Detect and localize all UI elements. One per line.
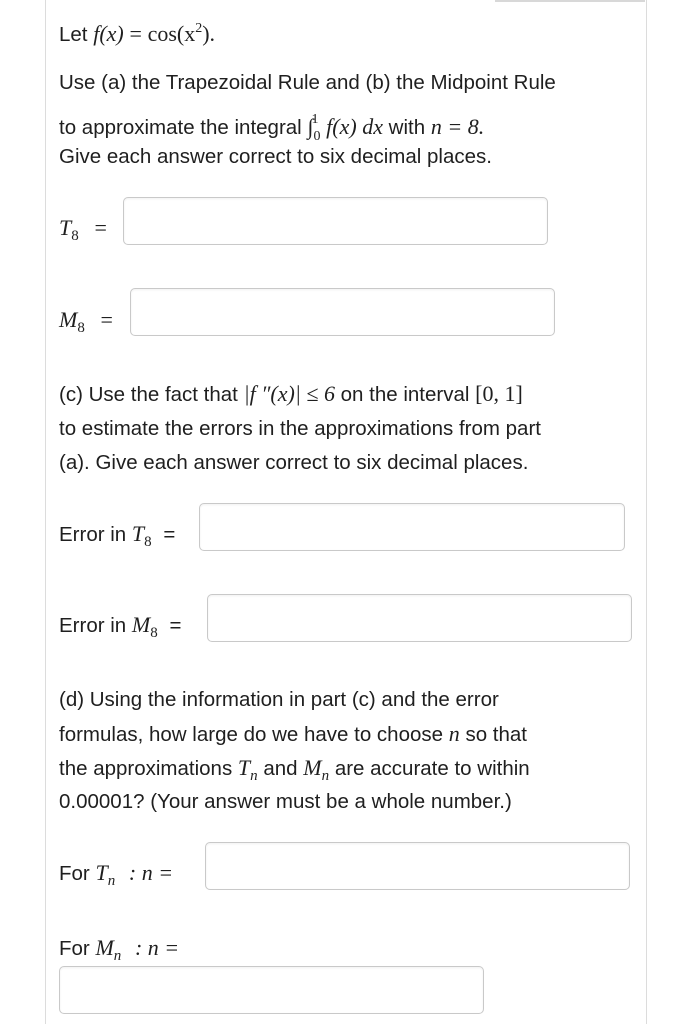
part-c-line-1-text: (c) Use the fact that <box>59 383 238 406</box>
second-derivative-bound: |f ″(x)| ≤ 6 <box>243 381 335 406</box>
for-t-text: For <box>59 862 90 885</box>
accurate-text: are accurate to within <box>334 757 530 780</box>
mid-label <box>59 305 113 343</box>
for-m-answer-input[interactable] <box>59 966 484 1014</box>
integral-sign: ∫ <box>307 114 314 139</box>
part-d-line-3-text: the approximations <box>59 757 233 780</box>
error-m-subscript: 8 <box>150 625 158 641</box>
integrand: f(x) dx <box>326 114 383 139</box>
for-t-answer-input[interactable] <box>205 842 630 890</box>
question-line-1: Use (a) the Trapezoidal Rule and (b) the Midpoint Rule <box>59 71 556 94</box>
trap-symbol: T <box>59 215 72 240</box>
mid-equals: = <box>100 307 113 332</box>
for-m-symbol: M <box>95 935 114 960</box>
exponent: 2 <box>195 21 203 36</box>
for-t-label <box>59 858 173 896</box>
error-t-label <box>59 519 175 557</box>
trap-equals: = <box>94 215 107 240</box>
error-t-subscript: 8 <box>144 534 152 550</box>
for-t-n-equals: : n = <box>128 860 174 885</box>
with-label: with <box>388 116 426 139</box>
error-t-equals: = <box>163 523 176 546</box>
cos-expression <box>148 21 215 46</box>
f-of-x: f(x) <box>93 21 124 46</box>
integral-lower: 0 <box>313 129 321 144</box>
cos-text: cos(x <box>147 21 196 46</box>
mid-answer-input[interactable] <box>130 288 555 336</box>
n-equals-8: n = 8. <box>430 114 485 139</box>
error-m-text: Error in <box>59 614 127 637</box>
integral-upper: 1 <box>311 112 319 127</box>
let-label: Let <box>59 23 88 46</box>
part-c-line-2: to estimate the errors in the approximations from part <box>59 417 541 440</box>
mn-subscript: n <box>321 768 330 784</box>
and-text: and <box>263 757 298 780</box>
function-definition <box>59 12 215 52</box>
part-c-line-3: (a). Give each answer correct to six decimal places. <box>59 451 529 474</box>
for-m-subscript: n <box>113 948 122 964</box>
error-m-symbol: M <box>131 612 151 637</box>
tn-subscript: n <box>250 768 258 784</box>
close-paren: ). <box>202 21 216 46</box>
error-t-symbol: T <box>131 521 145 546</box>
error-t-text: Error in <box>59 523 127 546</box>
on-interval-text: on the interval <box>340 383 470 406</box>
error-t-answer-input[interactable] <box>199 503 625 551</box>
top-divider <box>495 0 645 2</box>
for-t-symbol: T <box>95 860 108 885</box>
question-line-2-text: to approximate the integral <box>59 116 302 139</box>
part-c-line-1 <box>59 377 523 412</box>
part-d-line-2-text: formulas, how large do we have to choose <box>59 723 444 746</box>
mid-subscript: 8 <box>77 320 85 336</box>
mn-symbol: M <box>303 755 322 780</box>
part-d-line-1: (d) Using the information in part (c) and the error <box>59 688 499 711</box>
for-t-subscript: n <box>107 873 116 889</box>
part-d-line-4: 0.00001? (Your answer must be a whole number.) <box>59 790 512 813</box>
for-m-text: For <box>59 937 90 960</box>
part-d-line-2 <box>59 717 527 752</box>
interval: [0, 1] <box>475 381 523 406</box>
tn-symbol: T <box>237 755 251 780</box>
error-m-answer-input[interactable] <box>207 594 632 642</box>
question-line-3: Give each answer correct to six decimal places. <box>59 145 492 168</box>
mid-symbol: M <box>59 307 78 332</box>
trap-subscript: 8 <box>71 228 79 244</box>
error-m-label <box>59 610 181 648</box>
trap-label <box>59 213 107 251</box>
equals-sign: = <box>129 21 142 46</box>
for-m-n-equals: : n = <box>134 935 180 960</box>
so-that-text: so that <box>465 723 527 746</box>
n-variable: n <box>448 721 460 746</box>
error-m-equals: = <box>169 614 182 637</box>
trap-answer-input[interactable] <box>123 197 548 245</box>
